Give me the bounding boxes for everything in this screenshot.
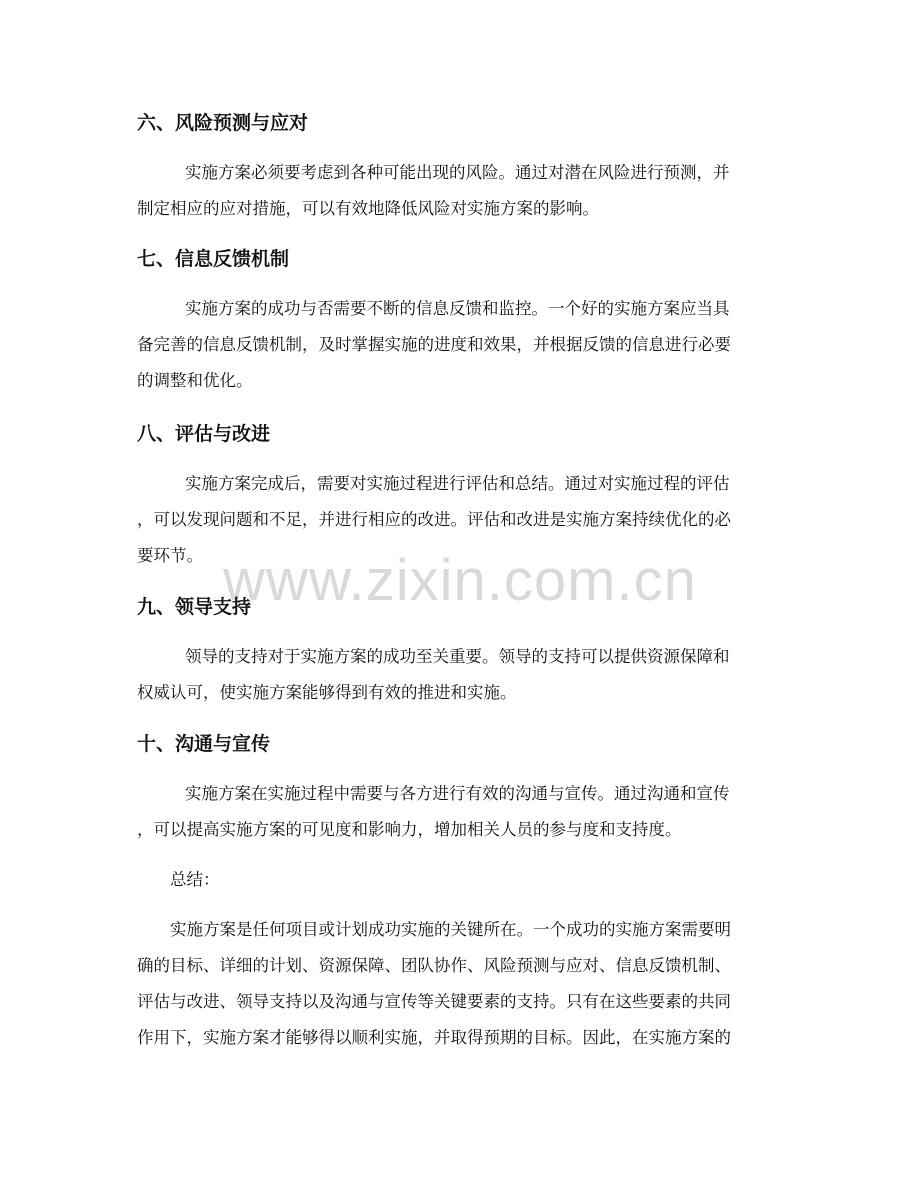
paragraph-line: 权威认可，使实施方案能够得到有效的推进和实施。 xyxy=(137,683,517,702)
section-heading: 九、领导支持 xyxy=(137,596,252,618)
paragraph-line: ，可以提高实施方案的可见度和影响力，增加相关人员的参与度和支持度。 xyxy=(137,820,682,839)
summary-line: 实施方案是任何项目或计划成功实施的关键所在。一个成功的实施方案需要明 xyxy=(170,920,731,939)
watermark: www.zixin.com.cn xyxy=(223,548,697,613)
summary-line: 作用下，实施方案才能够得以顺利实施，并取得预期的目标。因此，在实施方案的 xyxy=(137,1028,731,1047)
paragraph-line: 备完善的信息反馈机制，及时掌握实施的进度和效果，并根据反馈的信息进行必要 xyxy=(137,335,731,354)
paragraph-line: 制定相应的应对措施，可以有效地降低风险对实施方案的影响。 xyxy=(137,199,599,218)
paragraph-line: 要环节。 xyxy=(137,546,203,565)
paragraph-line: 的调整和优化。 xyxy=(137,371,253,390)
paragraph-line: ，可以发现问题和不足，并进行相应的改进。评估和改进是实施方案持续优化的必 xyxy=(137,510,731,529)
section-heading: 十、沟通与宣传 xyxy=(137,733,271,755)
section-heading: 八、评估与改进 xyxy=(137,423,271,445)
summary-line: 评估与改进、领导支持以及沟通与宣传等关键要素的支持。只有在这些要素的共同 xyxy=(137,992,731,1011)
section-heading: 六、风险预测与应对 xyxy=(137,112,309,134)
summary-label: 总结： xyxy=(170,870,220,889)
paragraph-line: 领导的支持对于实施方案的成功至关重要。领导的支持可以提供资源保障和 xyxy=(185,647,730,666)
paragraph-line: 实施方案在实施过程中需要与各方进行有效的沟通与宣传。通过沟通和宣传 xyxy=(185,784,730,803)
summary-line: 确的目标、详细的计划、资源保障、团队协作、风险预测与应对、信息反馈机制、 xyxy=(137,956,731,975)
paragraph-line: 实施方案必须要考虑到各种可能出现的风险。通过对潜在风险进行预测，并 xyxy=(185,163,730,182)
paragraph-line: 实施方案完成后，需要对实施过程进行评估和总结。通过对实施过程的评估 xyxy=(185,474,730,493)
paragraph-line: 实施方案的成功与否需要不断的信息反馈和监控。一个好的实施方案应当具 xyxy=(185,299,730,318)
section-heading: 七、信息反馈机制 xyxy=(137,248,290,270)
